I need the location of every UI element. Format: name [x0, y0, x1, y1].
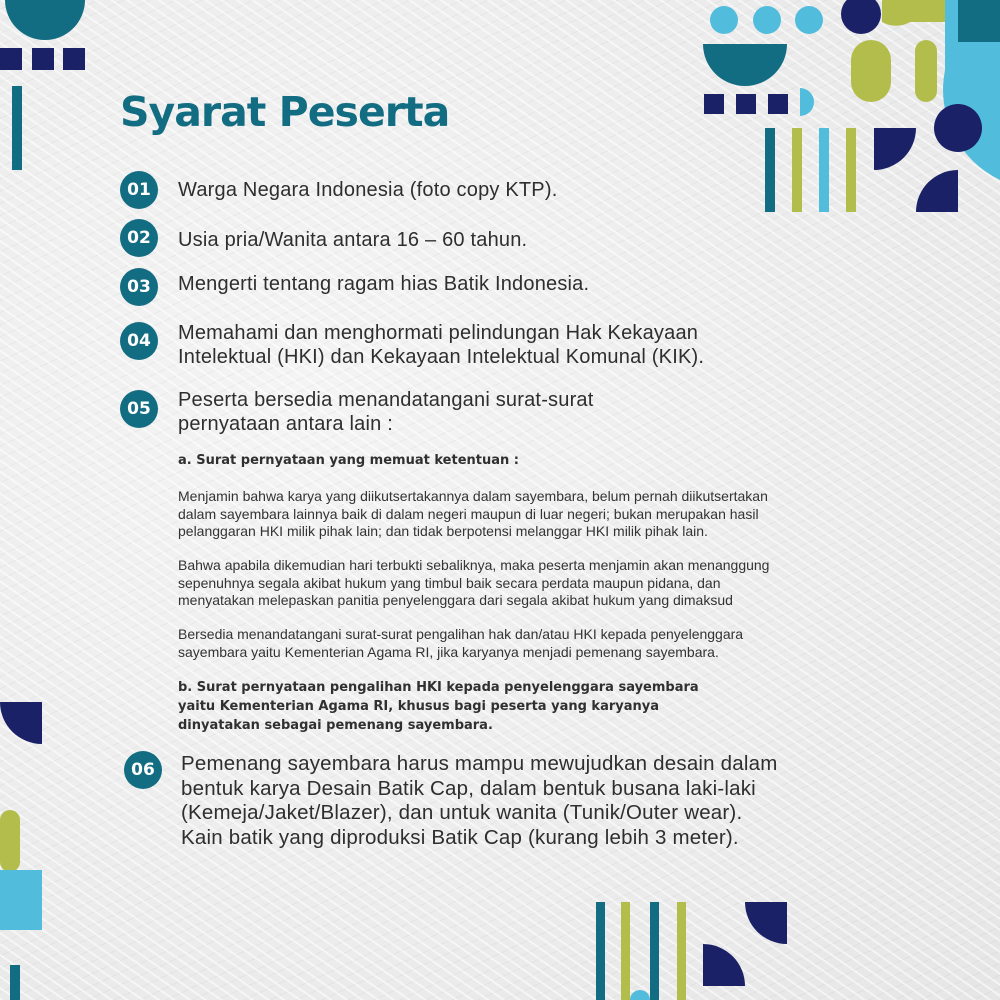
requirement-line: pernyataan antara lain :: [178, 413, 393, 435]
requirement-line: Intelektual (HKI) dan Kekayaan Intelektual Komunal (KIK).: [178, 346, 705, 368]
paragraph-line: dalam sayembara lainnya baik di dalam negeri maupun di luar negeri; bukan merupakan hasil: [178, 505, 759, 522]
paragraph-line: Menjamin bahwa karya yang diikutsertakannya dalam sayembara, belum pernah diikutsertakan: [178, 488, 768, 504]
page-title: Syarat Peserta: [120, 88, 450, 136]
requirement-01: [178, 178, 557, 202]
section-b-line: yaitu Kementerian Agama RI, khusus bagi peserta yang karyanya: [178, 699, 660, 714]
requirement-03: [178, 272, 589, 296]
requirement-line: Mengerti tentang ragam hias Batik Indonesia.: [178, 273, 590, 295]
requirement-05: [178, 388, 594, 436]
requirement-line: Pemenang sayembara harus mampu mewujudkan desain dalam: [181, 752, 778, 775]
section-b-line: b. Surat pernyataan pengalihan HKI kepada penyelenggara sayembara: [178, 680, 699, 695]
number-badge-04: 04: [120, 322, 158, 360]
requirement-06: [181, 752, 778, 850]
section-a-paragraph-3: [178, 626, 948, 661]
requirement-line: Warga Negara Indonesia (foto copy KTP).: [178, 179, 558, 201]
number-badge-06: 06: [124, 751, 162, 789]
section-a-heading: a. Surat pernyataan yang memuat ketentuan :: [178, 453, 519, 468]
requirement-line: Peserta bersedia menandatangani surat-surat: [178, 389, 594, 411]
paragraph-line: sepenuhnya segala akibat hukum yang timbul baik secara perdata maupun pidana, dan: [178, 574, 721, 591]
requirement-line: (Kemeja/Jaket/Blazer), dan untuk wanita (Tunik/Outer wear).: [181, 801, 743, 824]
paragraph-line: sayembara yaitu Kementerian Agama RI, jika karyanya menjadi pemenang sayembara.: [178, 643, 719, 660]
number-badge-05: 05: [120, 390, 158, 428]
requirement-line: Memahami dan menghormati pelindungan Hak Kekayaan: [178, 322, 699, 344]
section-a-paragraph-1: [178, 488, 948, 541]
number-badge-01: 01: [120, 171, 158, 209]
requirement-line: Kain batik yang diproduksi Batik Cap (kurang lebih 3 meter).: [181, 825, 739, 849]
paragraph-line: menyatakan melepaskan panitia penyelenggara dari segala akibat hukum yang dimaksud: [178, 592, 733, 608]
paragraph-line: Bahwa apabila dikemudian hari terbukti sebaliknya, maka peserta menjamin akan menanggung: [178, 557, 770, 573]
requirement-04: [178, 321, 704, 369]
requirement-line: Usia pria/Wanita antara 16 – 60 tahun.: [178, 229, 528, 251]
section-b-line: dinyatakan sebagai pemenang sayembara.: [178, 718, 493, 733]
requirement-02: [178, 228, 527, 252]
paragraph-line: pelanggaran HKI milik pihak lain; dan tidak berpotensi melanggar HKI milik pihak lain.: [178, 523, 708, 539]
requirement-line: bentuk karya Desain Batik Cap, dalam bentuk busana laki-laki: [181, 776, 756, 800]
section-a-paragraph-2: [178, 557, 948, 610]
number-badge-03: 03: [120, 268, 158, 306]
section-b-text: [178, 678, 699, 735]
paragraph-line: Bersedia menandatangani surat-surat pengalihan hak dan/atau HKI kepada penyelenggara: [178, 626, 744, 642]
number-badge-02: 02: [120, 219, 158, 257]
